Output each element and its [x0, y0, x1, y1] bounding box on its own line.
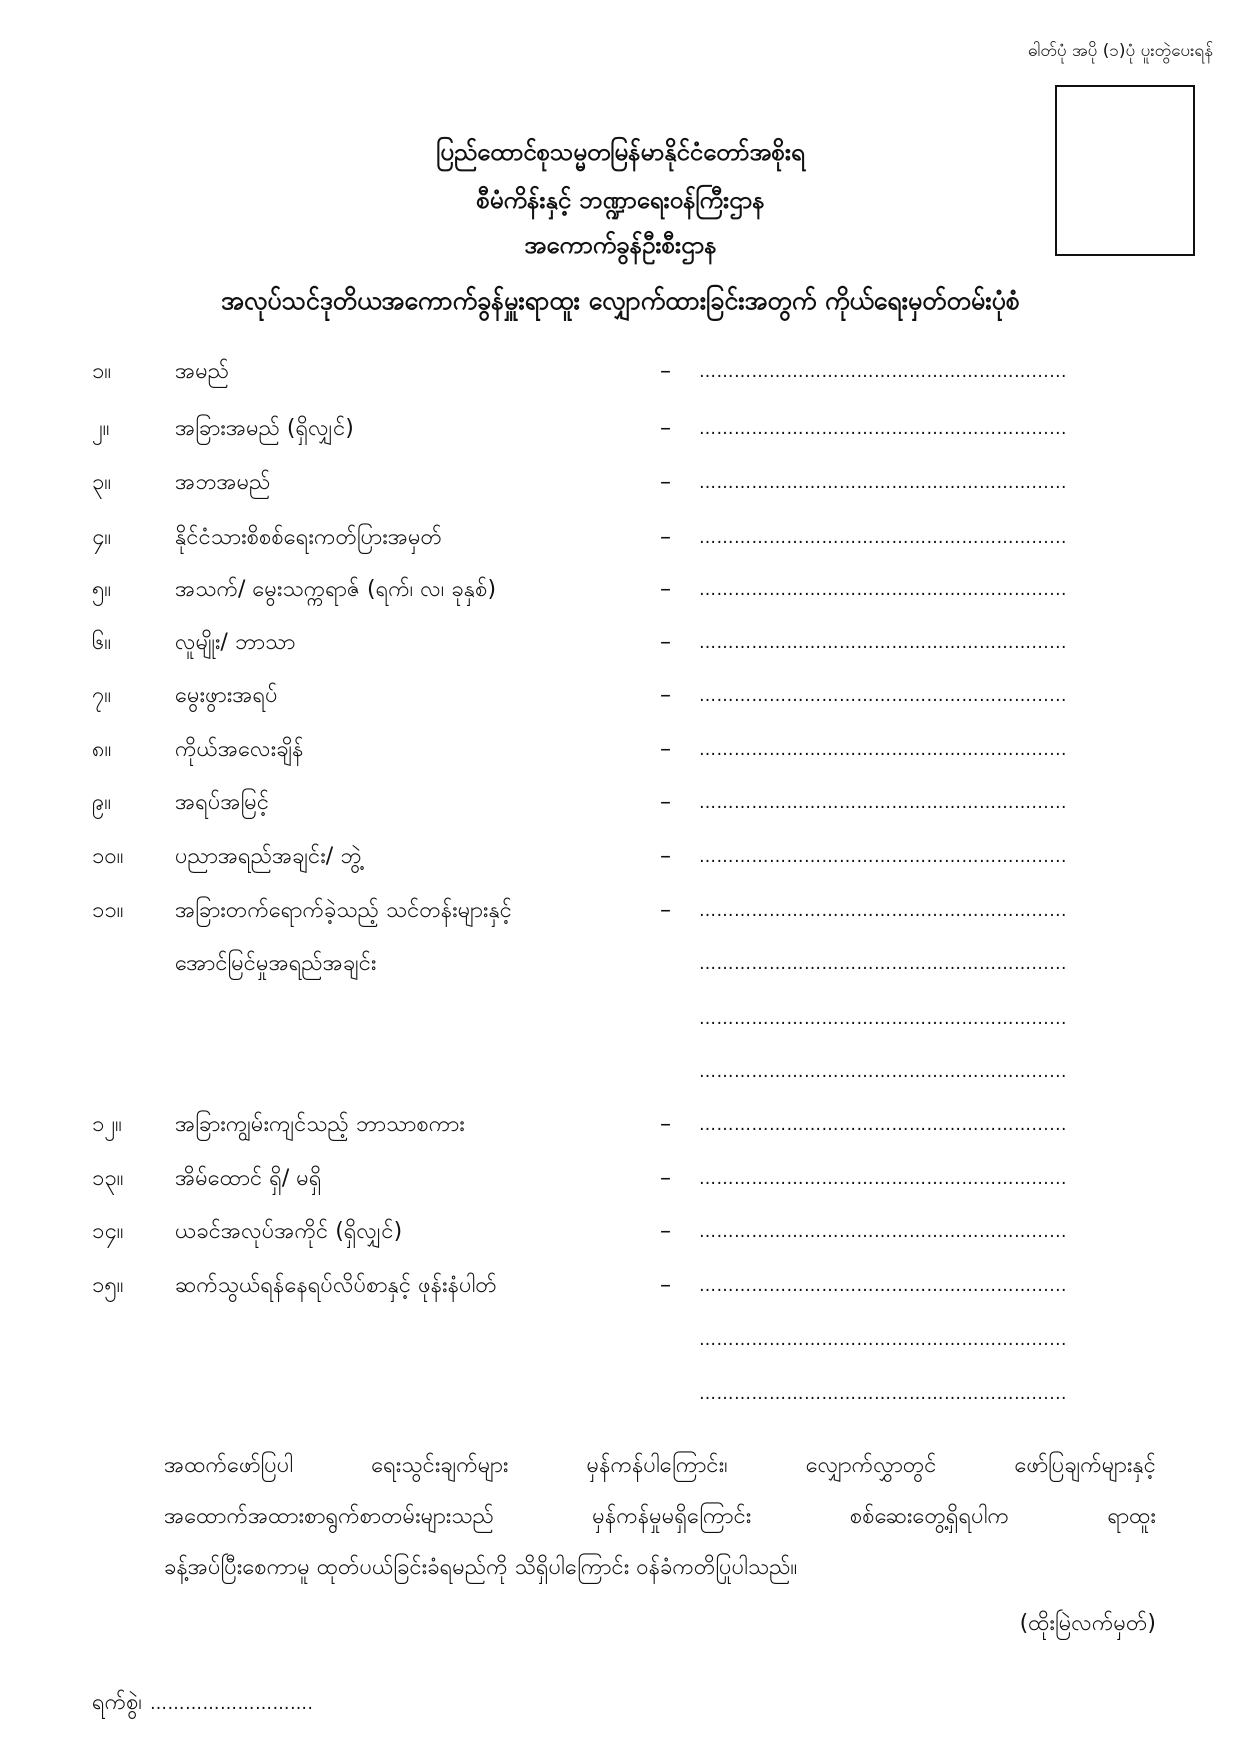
field-label: အဘအမည်: [175, 470, 271, 495]
field-row-contact-line2: [0, 1322, 1241, 1358]
field-dash: –: [660, 1166, 671, 1191]
field-row-training: [0, 893, 1241, 929]
field-dash: –: [660, 525, 671, 550]
field-dotted-line: …………………………………………………......: [699, 473, 1067, 493]
field-dotted-line: …………………………………………………......: [699, 847, 1067, 867]
field-label: နိုင်ငံသားစိစစ်ရေးကတ်ပြားအမှတ်: [175, 525, 442, 550]
field-dotted-line: …………………………………………………......: [699, 1222, 1067, 1242]
field-number: ၄။: [92, 525, 112, 550]
field-label: အရပ်အမြင့်: [175, 790, 270, 815]
field-row-birthplace: [0, 678, 1241, 714]
field-label: ဆက်သွယ်ရန်နေရပ်လိပ်စာနှင့် ဖုန်းနံပါတ်: [175, 1273, 497, 1298]
field-row-training-line4: [0, 1054, 1241, 1090]
field-row-height: [0, 785, 1241, 821]
field-row-education: [0, 839, 1241, 875]
date-dotted-line: ……………………….: [150, 1694, 314, 1714]
field-row-contact-line3: [0, 1376, 1241, 1412]
field-dash: –: [660, 1273, 671, 1298]
field-label: အသက်/ မွေးသက္ကရာဇ် (ရက်၊ လ၊ ခုနှစ်): [175, 577, 497, 602]
field-dash: –: [660, 359, 671, 384]
field-number: ၉။: [92, 790, 112, 815]
field-dotted-line: …………………………………………………......: [699, 633, 1067, 653]
field-number: ၁၀။: [92, 844, 124, 869]
signature-label: (ထိုးမြဲလက်မှတ်): [1019, 1611, 1156, 1636]
field-label: အိမ်ထောင် ရှိ/ မရှိ: [175, 1166, 322, 1191]
field-label: အမည်: [175, 359, 230, 384]
field-dash: –: [660, 1112, 671, 1137]
field-number: ၃။: [92, 470, 112, 495]
field-row-languages: [0, 1107, 1241, 1143]
field-dash: –: [660, 898, 671, 923]
field-number: ၁။: [92, 359, 112, 384]
field-label: ပညာအရည်အချင်း/ ဘွဲ့: [175, 844, 362, 869]
field-dotted-line: …………………………………………………......: [699, 1330, 1067, 1350]
field-dash: –: [660, 737, 671, 762]
field-number: ၁၃။: [92, 1166, 124, 1191]
title-department: အကောက်ခွန်ဦးစီးဌာန: [524, 231, 717, 259]
field-dotted-line: …………………………………………………......: [699, 580, 1067, 600]
field-number: ၅။: [92, 577, 112, 602]
field-dash: –: [660, 577, 671, 602]
field-label: အခြားတက်ရောက်ခဲ့သည့် သင်တန်းများနှင့်: [175, 898, 513, 923]
field-dash: –: [660, 1219, 671, 1244]
field-dotted-line: …………………………………………………......: [699, 419, 1067, 439]
field-row-training-line2: [0, 946, 1241, 982]
field-dash: –: [660, 630, 671, 655]
field-dotted-line: …………………………………………………......: [699, 901, 1067, 921]
field-label: အခြားကျွမ်းကျင်သည့် ဘာသာစကား: [175, 1112, 465, 1137]
field-number: ၂။: [92, 416, 110, 441]
field-dotted-line: …………………………………………………......: [699, 1062, 1067, 1082]
title-government: ပြည်ထောင်စုသမ္မတမြန်မာနိုင်ငံတော်အစိုးရ: [436, 138, 805, 166]
field-row-previous-job: [0, 1214, 1241, 1250]
form-title: အလုပ်သင်ဒုတိယအကောက်ခွန်မှူးရာထူး လျှောက်ထားခြင်းအတွက် ကိုယ်ရေးမှတ်တမ်းပုံစံ: [221, 286, 1020, 315]
field-row-age-dob: [0, 572, 1241, 608]
field-label: မွေးဖွားအရပ်: [175, 683, 278, 708]
field-dotted-line: …………………………………………………......: [699, 1115, 1067, 1135]
field-dash: –: [660, 470, 671, 495]
field-number: ၁၂။: [92, 1112, 122, 1137]
field-dotted-line: …………………………………………………......: [699, 954, 1067, 974]
field-row-weight: [0, 732, 1241, 768]
field-number: ၈။: [92, 737, 112, 762]
field-dotted-line: …………………………………………………......: [699, 528, 1067, 548]
field-row-contact-address: [0, 1268, 1241, 1304]
field-row-training-line3: [0, 1001, 1241, 1037]
field-dotted-line: …………………………………………………......: [699, 1169, 1067, 1189]
field-row-race-religion: [0, 625, 1241, 661]
field-dotted-line: …………………………………………………......: [699, 740, 1067, 760]
field-label-continued: အောင်မြင်မှုအရည်အချင်း: [175, 951, 377, 976]
field-row-name: [0, 354, 1241, 390]
field-number: ၇။: [92, 683, 112, 708]
field-row-nrc: [0, 520, 1241, 556]
field-row-marital-status: [0, 1161, 1241, 1197]
declaration-line: အထောက်အထားစာရွက်စာတမ်းများသည် မှန်ကန်မှုမရှိကြောင်း စစ်ဆေးတွေ့ရှိရပါက ရာထူး: [164, 1504, 1156, 1529]
field-row-other-name: [0, 411, 1241, 447]
field-number: ၆။: [92, 630, 112, 655]
field-label: ယခင်အလုပ်အကိုင် (ရှိလျှင်): [175, 1219, 403, 1244]
field-dash: –: [660, 416, 671, 441]
field-label: လူမျိုး/ ဘာသာ: [175, 630, 296, 655]
field-dash: –: [660, 790, 671, 815]
photo-note: ဓါတ်ပုံ အပို (၁)ပုံ ပူးတွဲပေးရန်: [1027, 41, 1213, 61]
field-dotted-line: …………………………………………………......: [699, 1009, 1067, 1029]
field-dash: –: [660, 683, 671, 708]
field-row-father-name: [0, 465, 1241, 501]
declaration-line: အထက်ဖော်ပြပါ ရေးသွင်းချက်များ မှန်ကန်ပါကြောင်း၊ လျှောက်လွှာတွင် ဖော်ပြချက်များနှင့်: [164, 1453, 1156, 1478]
field-dotted-line: …………………………………………………......: [699, 686, 1067, 706]
declaration-line: ခန့်အပ်ပြီးစေကာမူ ထုတ်ပယ်ခြင်းခံရမည်ကို သိရှိပါကြောင်း ဝန်ခံကတိပြုပါသည်။: [164, 1555, 798, 1580]
date-label: ရက်စွဲ၊: [92, 1690, 143, 1715]
field-dotted-line: …………………………………………………......: [699, 793, 1067, 813]
field-number: ၁၄။: [92, 1219, 124, 1244]
field-dotted-line: …………………………………………………......: [699, 1384, 1067, 1404]
field-dotted-line: …………………………………………………......: [699, 362, 1067, 382]
date-row: [92, 1685, 313, 1722]
field-number: ၁၁။: [92, 898, 124, 923]
field-label: အခြားအမည် (ရှိလျှင်): [175, 416, 354, 441]
field-dotted-line: …………………………………………………......: [699, 1276, 1067, 1296]
field-number: ၁၅။: [92, 1273, 124, 1298]
title-ministry: စီမံကိန်းနှင့် ဘဏ္ဍာရေးဝန်ကြီးဌာန: [476, 186, 765, 214]
field-label: ကိုယ်အလေးချိန်: [175, 737, 304, 762]
field-dash: –: [660, 844, 671, 869]
